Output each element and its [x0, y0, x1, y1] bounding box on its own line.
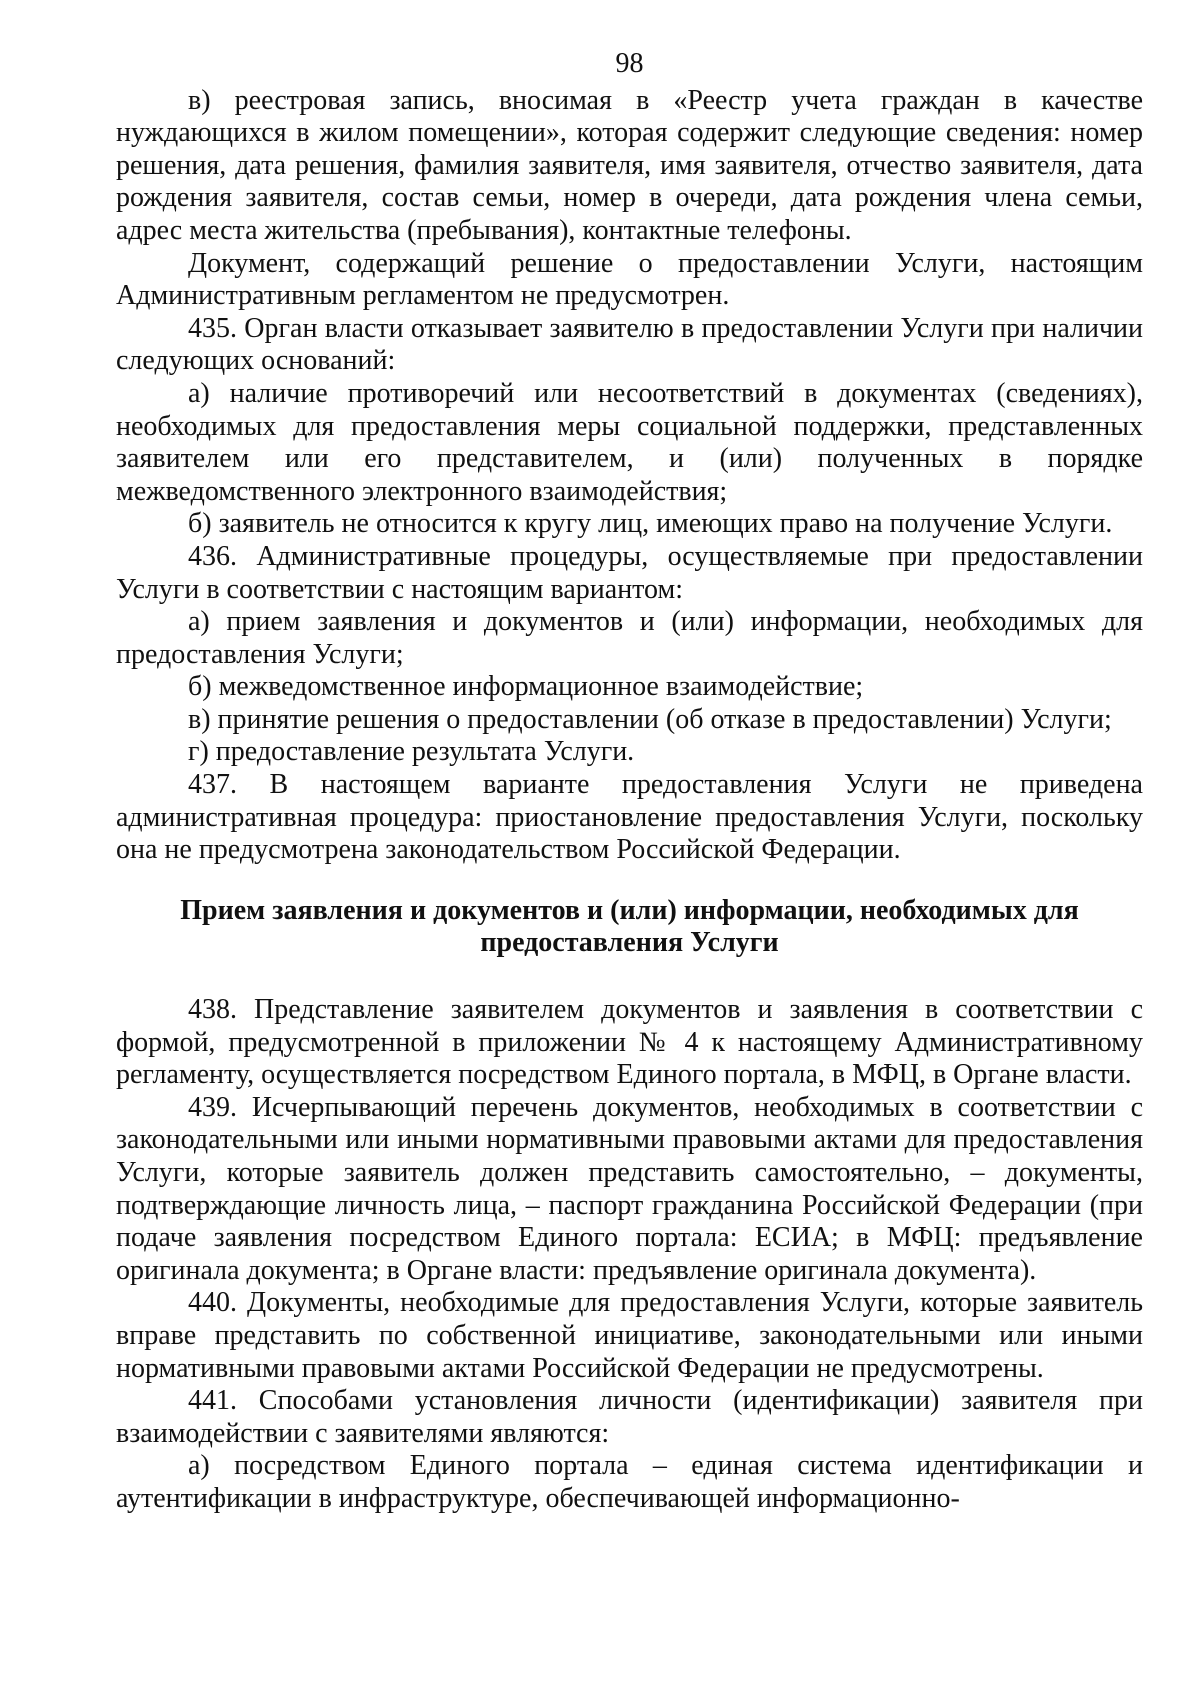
- section-heading: Прием заявления и документов и (или) информации, необходимых для предоставления Услуги: [180, 894, 1079, 959]
- paragraph-441-a: а) посредством Единого портала – единая система идентификации и аутентификации в инфраструктуре, обеспечивающей информационно-: [116, 1450, 1143, 1514]
- paragraph-436-v: в) принятие решения о предоставлении (об отказе в предоставлении) Услуги;: [188, 703, 1112, 735]
- paragraph-registry-record: в) реестровая запись, вносимая в «Реестр учета граждан в качестве нуждающихся в жилом помещении», которая содержит следующие сведения: номер решения, дата решения, фамилия заявителя, имя заявителя, отчество заявителя, дата рождения заявителя, состав семьи, номер в очереди, дата рождения члена семьи, адрес места жительства (пребывания), контактные телефоны.: [116, 84, 1143, 246]
- paragraph-436: 436. Административные процедуры, осуществляемые при предоставлении Услуги в соответствии с настоящим вариантом:: [116, 540, 1143, 605]
- paragraph-441: 441. Способами установления личности (идентификации) заявителя при взаимодействии с заявителями являются:: [116, 1385, 1143, 1449]
- paragraph-435-b: б) заявитель не относится к кругу лиц, имеющих право на получение Услуги.: [188, 508, 1113, 540]
- paragraph-435: 435. Орган власти отказывает заявителю в предоставлении Услуги при наличии следующих оснований:: [116, 312, 1143, 377]
- document-page: [116, 48, 1143, 1516]
- paragraphs-before-heading: [116, 85, 1143, 867]
- paragraph-440: 440. Документы, необходимые для предоставления Услуги, которые заявитель вправе представить по собственной инициативе, законодательными или иными нормативными правовыми актами Российской Федерации не предусмотрены.: [116, 1287, 1143, 1384]
- paragraph-436-g: г) предоставление результата Услуги.: [188, 736, 635, 768]
- paragraphs-after-heading: [116, 994, 1143, 1516]
- paragraph-436-a: а) прием заявления и документов и (или) информации, необходимых для предоставления Услуги;: [116, 606, 1143, 670]
- paragraph-439: 439. Исчерпывающий перечень документов, необходимых в соответствии с законодательными или иными нормативными правовыми актами для предоставления Услуги, которые заявитель должен представить самостоятельно, – документы, подтверждающие личность лица, – паспорт гражданина Российской Федерации (при подаче заявления посредством Единого портала: ЕСИА; в МФЦ: предъявление оригинала документа; в Органе власти: предъявление оригинала документа).: [116, 1091, 1143, 1286]
- paragraph-435-a: а) наличие противоречий или несоответствий в документах (сведениях), необходимых для предоставления меры социальной поддержки, представленных заявителем или его представителем, и (или) полученных в порядке межведомственного электронного взаимодействия;: [116, 377, 1143, 507]
- page-number: 98: [615, 48, 644, 79]
- paragraph-436-b: б) межведомственное информационное взаимодействие;: [188, 671, 864, 703]
- paragraph-438: 438. Представление заявителем документов и заявления в соответствии с формой, предусмотренной в приложении № 4 к настоящему Административному регламенту, осуществляется посредством Единого портала, в МФЦ, в Органе власти.: [116, 994, 1143, 1091]
- paragraph-decision-document: Документ, содержащий решение о предоставлении Услуги, настоящим Административным регламентом не предусмотрен.: [116, 247, 1143, 312]
- paragraph-437: 437. В настоящем варианте предоставления Услуги не приведена административная процедура: приостановление предоставления Услуги, поскольку она не предусмотрена законодательством Российской Федерации.: [116, 769, 1143, 866]
